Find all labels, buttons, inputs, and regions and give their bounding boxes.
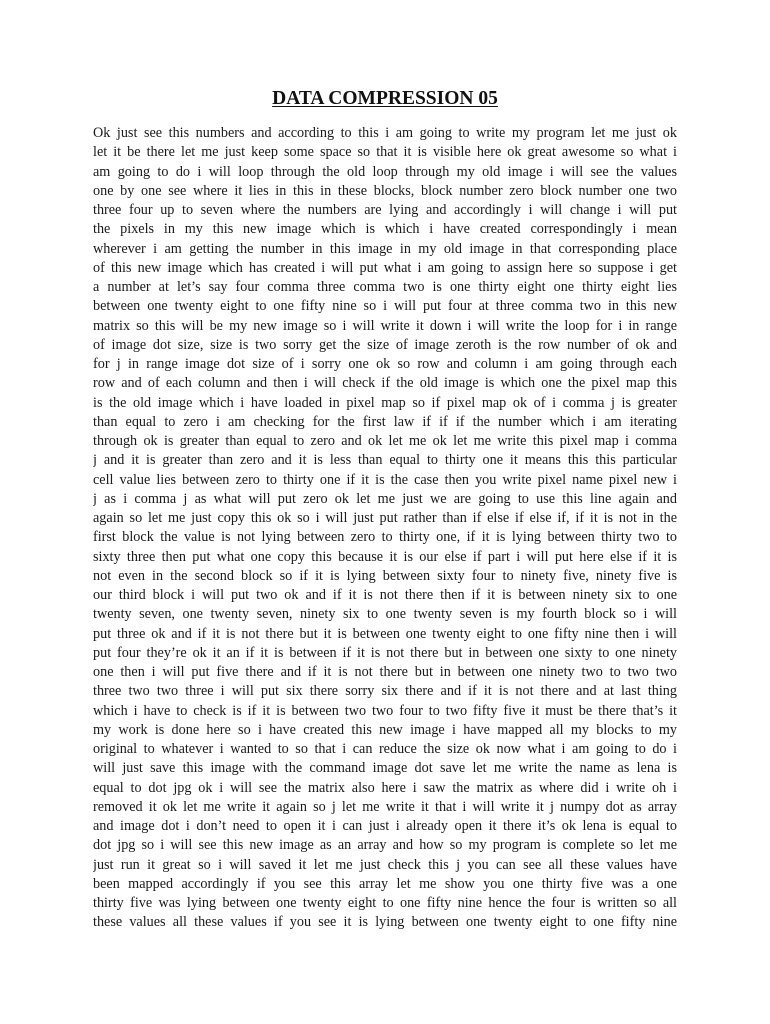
body-line xyxy=(93,451,677,470)
body-line xyxy=(93,567,677,586)
body-line-text: been mapped accordingly if you see this array let me show you one thirty five was a one xyxy=(93,875,677,892)
document-title: DATA COMPRESSION 05 xyxy=(272,88,498,109)
body-line-text: one by one see where it lies in this in these blocks, block number zero block number one two xyxy=(93,182,677,199)
body-line-text: twenty seven, one twenty seven, ninety six to one twenty seven is my fourth block so i will xyxy=(93,606,677,623)
body-line-text: wherever i am getting the number in this image in my old image in that corresponding place xyxy=(93,240,677,257)
body-line-text: sixty three then put what one copy this because it is our else if part i will put here else if it is xyxy=(93,548,677,565)
document-body xyxy=(93,124,677,933)
body-line xyxy=(93,355,677,374)
body-line xyxy=(93,394,677,413)
body-line-text: between one twenty eight to one fifty nine so i will put four at three comma two in this new xyxy=(93,298,677,315)
body-line xyxy=(93,798,677,817)
body-line-text: original to whatever i wanted to so that i can reduce the size ok now what i am going to do i xyxy=(93,741,677,757)
body-line xyxy=(93,528,677,547)
body-line-text: am going to do i will loop through the old loop through my old image i will see the values xyxy=(93,163,677,180)
body-line xyxy=(93,856,677,875)
body-line-text: one then i will put five there and if it is not there but in between one ninety two to two two xyxy=(93,664,677,680)
body-line xyxy=(93,336,677,355)
body-line xyxy=(93,644,677,663)
body-line-text: the pixels in my this new image which is which i have created correspondingly i mean xyxy=(93,221,677,238)
body-line xyxy=(93,317,677,336)
body-line xyxy=(93,702,677,721)
body-line-text: and image dot i don’t need to open it i can just i already open it there it’s ok lena is equal to xyxy=(93,818,677,834)
body-line-text: just run it great so i will saved it let me just check this j you can see all these values have xyxy=(93,856,677,873)
body-line-text: for j in range image dot size of i sorry one ok so row and column i am going through each xyxy=(93,356,677,372)
body-line xyxy=(93,836,677,855)
body-line xyxy=(93,721,677,740)
body-line xyxy=(93,471,677,490)
body-line-text: row and of each column and then i will check if the old image is which one the pixel map this xyxy=(93,375,677,392)
body-line xyxy=(93,625,677,644)
body-line xyxy=(93,220,677,239)
body-line xyxy=(93,297,677,316)
body-line xyxy=(93,374,677,393)
body-line xyxy=(93,875,677,894)
body-line-text: put three ok and if it is not there but it is between one twenty eight to one fifty nine then i will xyxy=(93,625,677,642)
body-line xyxy=(93,432,677,451)
body-line xyxy=(93,278,677,297)
body-line-text: Ok just see this numbers and according to this i am going to write my program let me just ok xyxy=(93,125,677,141)
body-line-text: will just save this image with the command image dot save let me write the name as lena is xyxy=(93,760,677,777)
body-line-text: my work is done here so i have created this new image i have mapped all my blocks to my xyxy=(93,721,677,738)
body-line xyxy=(93,163,677,182)
body-line-text: j and it is greater than zero and it is less than equal to thirty one it means this this particular xyxy=(93,452,677,469)
body-line-text: through ok is greater than equal to zero and ok let me ok let me write this pixel map i comma xyxy=(93,433,677,449)
body-line-text: than equal to zero i am checking for the first law if if if the number which i am iterating xyxy=(93,413,677,430)
body-line xyxy=(93,201,677,220)
body-line-text: thirty five was lying between one twenty eight to one fifty nine hence the four is written so all xyxy=(93,895,677,911)
body-line xyxy=(93,759,677,778)
body-line-text: first block the value is not lying between zero to thirty one, if it is lying between thirty two to xyxy=(93,529,677,546)
body-line xyxy=(93,124,677,143)
body-line xyxy=(93,740,677,759)
body-line xyxy=(93,143,677,162)
body-line xyxy=(93,682,677,701)
body-line-text: of image dot size, size is two sorry get the size of image zeroth is the row number of ok and xyxy=(93,336,677,353)
body-line-text: removed it ok let me write it again so j let me write it that i will write it j numpy dot as array xyxy=(93,798,677,815)
body-line xyxy=(93,182,677,201)
body-line xyxy=(93,509,677,528)
body-line-text: our third block i will put two ok and if it is not there then if it is between ninety six to one xyxy=(93,587,677,603)
body-line xyxy=(93,240,677,259)
body-line xyxy=(93,259,677,278)
body-line-text: cell value lies between zero to thirty one if it is the case then you write pixel name pixel new i xyxy=(93,471,677,488)
body-line-text: a number at let’s say four comma three comma two is one thirty eight one thirty eight lies xyxy=(93,279,677,295)
body-line xyxy=(93,490,677,509)
body-line-text: matrix so this will be my new image so i will write it down i will write the loop for i in range xyxy=(93,317,677,334)
body-line xyxy=(93,548,677,567)
body-line-text: put four they’re ok it an if it is between if it is not there but in between one sixty to one ninety xyxy=(93,644,677,661)
body-line-text: three four up to seven where the numbers are lying and accordingly i will change i will put xyxy=(93,202,677,218)
body-line-text: three two two three i will put six there sorry six there and if it is not there and at last thing xyxy=(93,683,677,700)
body-line-text: which i have to check is if it is between two two four to two fifty five it must be there that’s it xyxy=(93,702,677,719)
body-line xyxy=(93,779,677,798)
body-line-text: these values all these values if you see it is lying between one twenty eight to one fifty nine xyxy=(93,914,677,931)
body-line-text: dot jpg so i will see this new image as an array and how so my program is complete so let me xyxy=(93,837,677,854)
body-line xyxy=(93,663,677,682)
body-line-text: j as i comma j as what will put zero ok let me just we are going to use this line again and xyxy=(93,490,677,507)
body-line xyxy=(93,605,677,624)
body-line-text: of this new image which has created i will put what i am going to assign here so suppose i get xyxy=(93,259,677,276)
body-line-text: let it be there let me just keep some space so that it is visible here ok great awesome so what i xyxy=(93,144,677,161)
body-line-text: equal to dot jpg ok i will see the matrix also here i saw the matrix as where did i write oh i xyxy=(93,779,677,796)
body-line-text: again so let me just copy this ok so i will just put rather than if else if else if, if it is not in the xyxy=(93,510,677,526)
body-line xyxy=(93,413,677,432)
body-line xyxy=(93,913,677,932)
body-line xyxy=(93,817,677,836)
body-line-text: not even in the second block so if it is lying between sixty four to ninety five, ninety five is xyxy=(93,567,677,584)
body-line xyxy=(93,894,677,913)
body-line-text: is the old image which i have loaded in pixel map so if pixel map ok of i comma j is greater xyxy=(93,394,677,411)
body-line xyxy=(93,586,677,605)
